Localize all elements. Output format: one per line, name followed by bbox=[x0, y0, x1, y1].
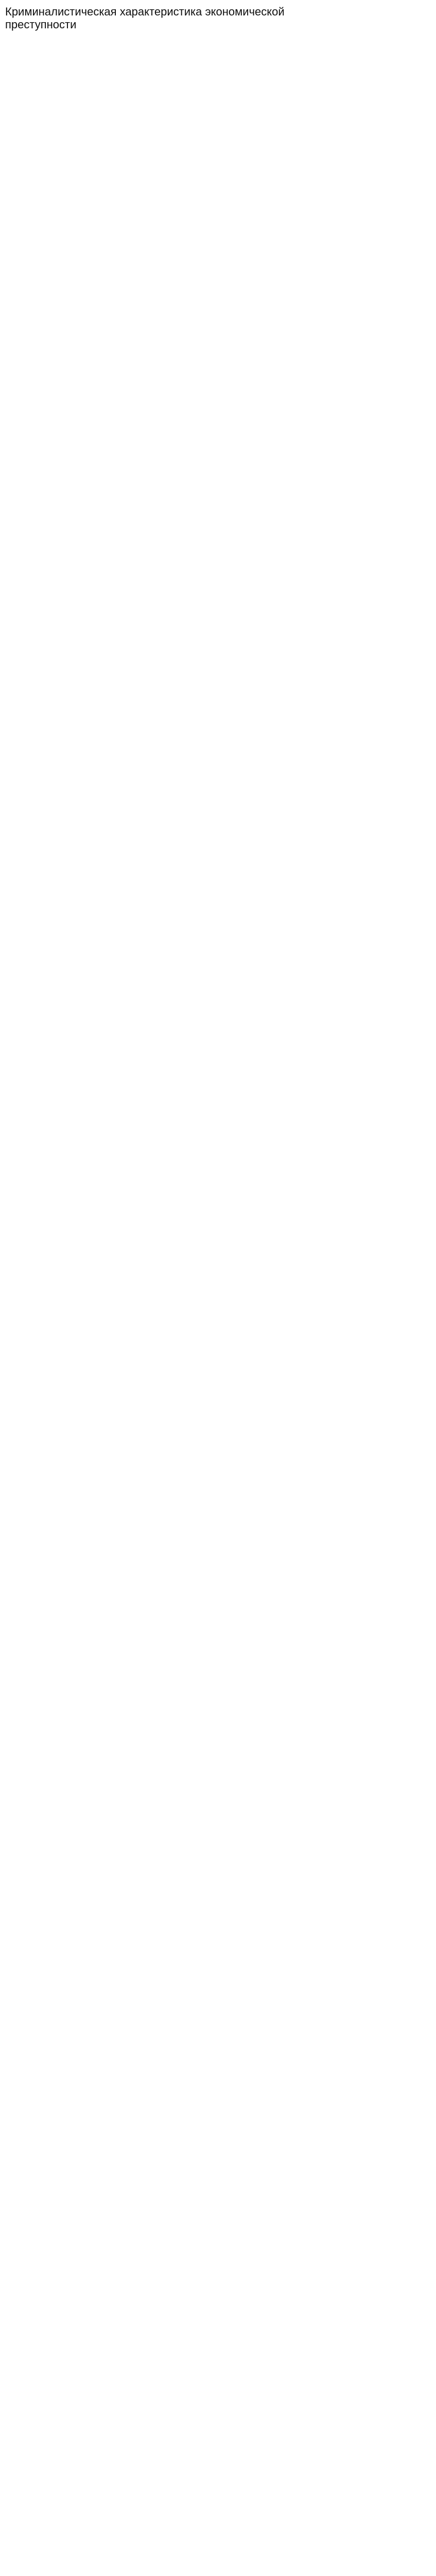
paragraph bbox=[5, 1210, 431, 1218]
paragraph bbox=[5, 569, 431, 578]
reference-item bbox=[5, 1293, 431, 1301]
paragraph bbox=[5, 676, 431, 685]
paragraph bbox=[5, 956, 431, 964]
paragraph bbox=[5, 529, 431, 537]
paragraph bbox=[5, 395, 431, 403]
reference-item bbox=[5, 1317, 431, 1326]
paragraph bbox=[5, 1264, 431, 1272]
document-body bbox=[5, 51, 431, 1350]
paragraph bbox=[5, 516, 431, 524]
section-1 bbox=[5, 51, 431, 325]
paragraph bbox=[5, 875, 431, 884]
paragraph bbox=[5, 1197, 431, 1205]
paragraph bbox=[5, 690, 431, 698]
paragraph bbox=[5, 342, 431, 350]
paragraph bbox=[5, 849, 431, 857]
section-paragraphs bbox=[5, 755, 431, 1285]
section-paragraphs bbox=[5, 342, 431, 738]
paragraph bbox=[5, 196, 431, 205]
paragraph bbox=[5, 502, 431, 511]
paragraph bbox=[5, 596, 431, 604]
paragraph bbox=[5, 1170, 431, 1178]
paragraph bbox=[5, 250, 431, 258]
paragraph bbox=[5, 103, 431, 111]
paragraph bbox=[5, 143, 431, 151]
paragraph bbox=[5, 650, 431, 658]
paragraph bbox=[5, 862, 431, 870]
paragraph bbox=[5, 942, 431, 951]
paragraph bbox=[5, 755, 431, 763]
paragraph bbox=[5, 156, 431, 164]
paragraph bbox=[5, 902, 431, 910]
section-2 bbox=[5, 330, 431, 738]
paragraph bbox=[5, 489, 431, 497]
paragraph bbox=[5, 636, 431, 645]
paragraph bbox=[5, 277, 431, 285]
paragraph bbox=[5, 1023, 431, 1031]
paragraph bbox=[5, 703, 431, 711]
paragraph bbox=[5, 822, 431, 830]
paragraph bbox=[5, 1224, 431, 1232]
page-title: Криминалистическая характеристика экономической преступности bbox=[5, 5, 285, 31]
paragraph bbox=[5, 290, 431, 298]
paragraph bbox=[5, 1049, 431, 1058]
paragraph bbox=[5, 768, 431, 776]
paragraph bbox=[5, 422, 431, 430]
paragraph bbox=[5, 210, 431, 218]
paragraph bbox=[5, 556, 431, 564]
paragraph bbox=[5, 263, 431, 272]
section-heading bbox=[5, 51, 431, 59]
paragraph bbox=[5, 1237, 431, 1245]
paragraph bbox=[5, 129, 431, 138]
paragraph bbox=[5, 663, 431, 671]
paragraph bbox=[5, 462, 431, 470]
paragraph bbox=[5, 1157, 431, 1165]
paragraph bbox=[5, 717, 431, 725]
paragraph bbox=[5, 1277, 431, 1285]
references-list bbox=[5, 1293, 431, 1350]
section-heading bbox=[5, 330, 431, 338]
section-heading bbox=[5, 743, 431, 752]
paragraph bbox=[5, 183, 431, 191]
paragraph bbox=[5, 1076, 431, 1084]
paragraph bbox=[5, 170, 431, 178]
paragraph bbox=[5, 476, 431, 484]
paragraph bbox=[5, 1130, 431, 1138]
paragraph bbox=[5, 1183, 431, 1192]
reference-item bbox=[5, 1305, 431, 1313]
paragraph bbox=[5, 409, 431, 417]
paragraph bbox=[5, 1090, 431, 1098]
paragraph bbox=[5, 236, 431, 245]
paragraph bbox=[5, 583, 431, 591]
paragraph bbox=[5, 449, 431, 457]
paragraph bbox=[5, 317, 431, 325]
paragraph bbox=[5, 1036, 431, 1044]
paragraph bbox=[5, 435, 431, 444]
paragraph bbox=[5, 730, 431, 738]
paragraph bbox=[5, 609, 431, 618]
paragraph bbox=[5, 543, 431, 551]
page-subtitle bbox=[5, 36, 431, 44]
paragraph bbox=[5, 996, 431, 1004]
paragraph bbox=[5, 795, 431, 803]
paragraph bbox=[5, 89, 431, 97]
paragraph bbox=[5, 1250, 431, 1259]
paragraph bbox=[5, 223, 431, 231]
paragraph bbox=[5, 808, 431, 817]
paragraph bbox=[5, 889, 431, 897]
paragraph bbox=[5, 62, 431, 71]
paragraph bbox=[5, 368, 431, 377]
paragraph bbox=[5, 969, 431, 977]
paragraph bbox=[5, 916, 431, 924]
reference-item bbox=[5, 1342, 431, 1350]
paragraph bbox=[5, 835, 431, 843]
reference-item bbox=[5, 1330, 431, 1338]
paragraph bbox=[5, 1143, 431, 1151]
paragraph bbox=[5, 303, 431, 312]
paragraph bbox=[5, 782, 431, 790]
paragraph bbox=[5, 1116, 431, 1125]
section-3 bbox=[5, 743, 431, 1285]
paragraph bbox=[5, 982, 431, 991]
paragraph bbox=[5, 1063, 431, 1071]
paragraph bbox=[5, 382, 431, 390]
paragraph bbox=[5, 623, 431, 631]
section-paragraphs bbox=[5, 62, 431, 325]
paragraph bbox=[5, 929, 431, 937]
paragraph bbox=[5, 1103, 431, 1111]
paragraph bbox=[5, 1009, 431, 1018]
paragraph bbox=[5, 116, 431, 124]
paragraph bbox=[5, 355, 431, 363]
paragraph bbox=[5, 76, 431, 84]
